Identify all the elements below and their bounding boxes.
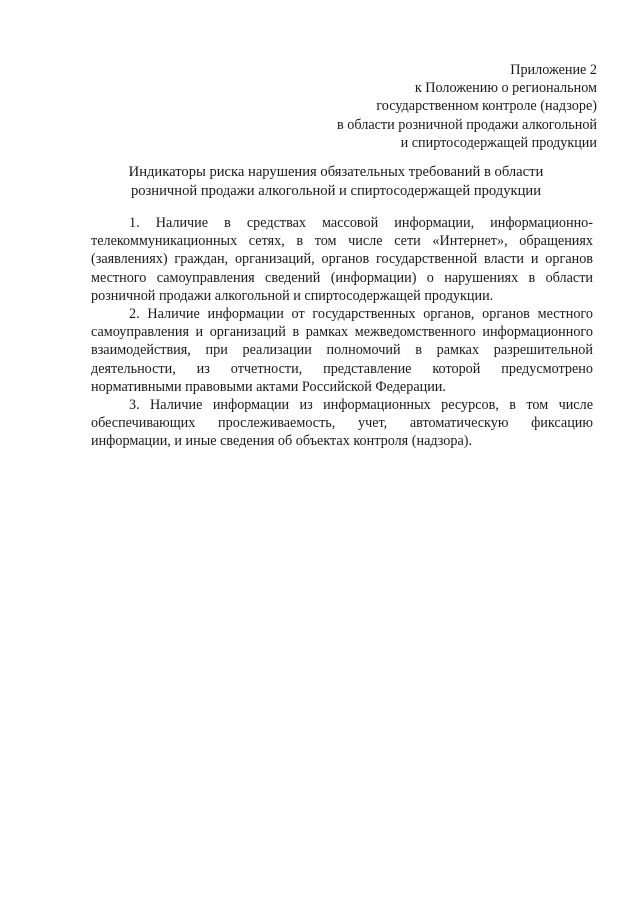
document-body <box>91 214 593 451</box>
risk-indicator-item-3: 3. Наличие информации из информационных ресурсов, в том числе обеспечивающих прослеживаемость, учет, автоматическую фиксацию информации, и иные сведения об объектах контроля (надзора). <box>91 397 593 450</box>
appendix-header <box>257 61 597 152</box>
appendix-reference-line: к Положению о региональном <box>414 80 597 97</box>
title-line: розничной продажи алкогольной и спиртосодержащей продукции <box>130 182 542 199</box>
risk-indicator-item-2: 2. Наличие информации от государственных органов, органов местного самоуправления и организаций в рамках межведомственного информационного взаимодействия, при реализации полномочий в рамках разрешительной деятельности, из отчетности, представление которой предусмотрено нормативными правовыми актами Российской Федерации. <box>91 306 593 395</box>
appendix-reference-line: и спиртосодержащей продукции <box>400 134 597 151</box>
appendix-number: Приложение 2 <box>510 62 597 78</box>
appendix-reference-line: в области розничной продажи алкогольной <box>337 116 597 133</box>
appendix-reference-line: государственном контроле (надзоре) <box>376 98 597 115</box>
document-title <box>80 163 592 200</box>
title-line: Индикаторы риска нарушения обязательных требований в области <box>128 164 544 180</box>
risk-indicator-item-1: 1. Наличие в средствах массовой информации, информационно-телекоммуникационных сетях, в том числе сети «Интернет», обращениях (заявлениях) граждан, организаций, органов государственной власти и органов местного самоуправления сведений (информации) о нарушениях в области розничной продажи алкогольной и спиртосодержащей продукции. <box>91 215 593 304</box>
